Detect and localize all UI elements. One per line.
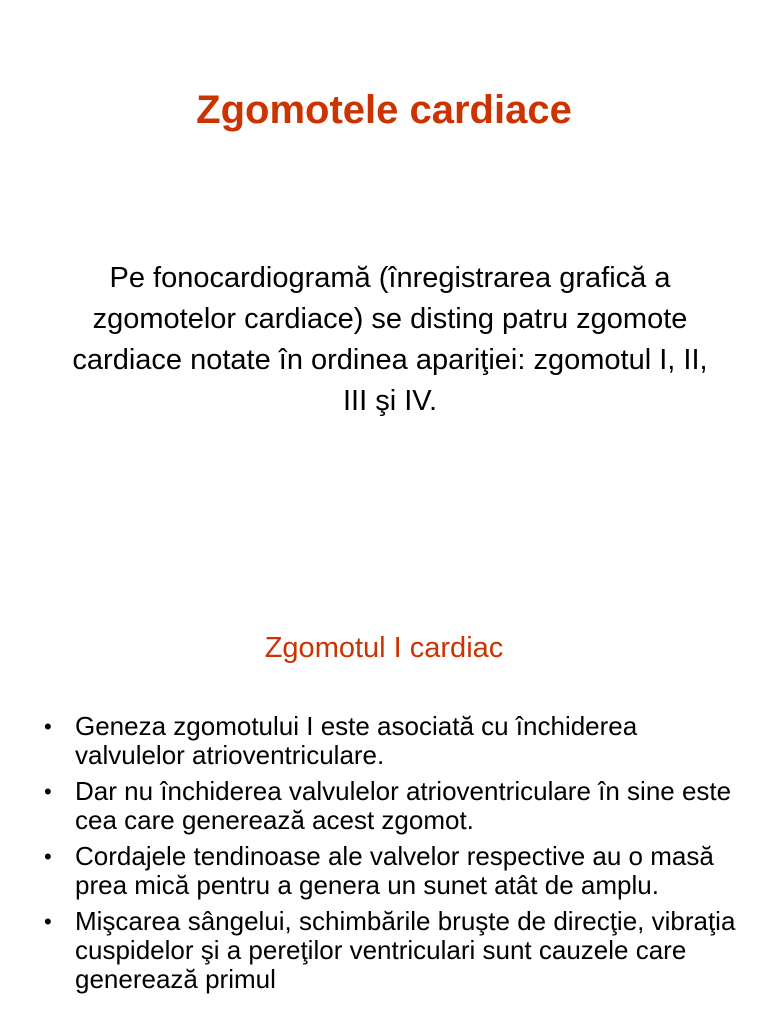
bullet-list [40, 712, 740, 1001]
intro-paragraph: Pe fonocardiogramă (înregistrarea grafică a zgomotelor cardiace) se disting patru zgomote cardiace notate în ordinea apariţiei: zgomotul I, II, III şi IV. [72, 262, 708, 417]
bullet-text: Geneza zgomotului I este asociată cu închiderea valvulelor atrioventriculare. [75, 711, 638, 770]
bullet-marker: • [44, 844, 52, 869]
section-heading: Zgomotul I cardiac [264, 632, 504, 664]
bullet-item [40, 907, 740, 994]
bullet-item [40, 712, 740, 770]
bullet-item [40, 777, 740, 835]
bullet-item [40, 842, 740, 900]
bullet-marker: • [44, 714, 52, 739]
bullet-text: Mişcarea sângelui, schimbările bruşte de direcţie, vibraţia cuspidelor şi a pereţilor ventriculari sunt cauzele care generează primul [75, 906, 736, 994]
slide-title: Zgomotele cardiace [196, 88, 572, 132]
bullet-text: Cordajele tendinoase ale valvelor respective au o masă prea mică pentru a genera un sunet atât de amplu. [75, 841, 714, 900]
bullet-marker: • [44, 779, 52, 804]
bullet-text: Dar nu închiderea valvulelor atrioventriculare în sine este cea care generează acest zgomot. [75, 776, 732, 835]
bullet-marker: • [44, 909, 52, 934]
